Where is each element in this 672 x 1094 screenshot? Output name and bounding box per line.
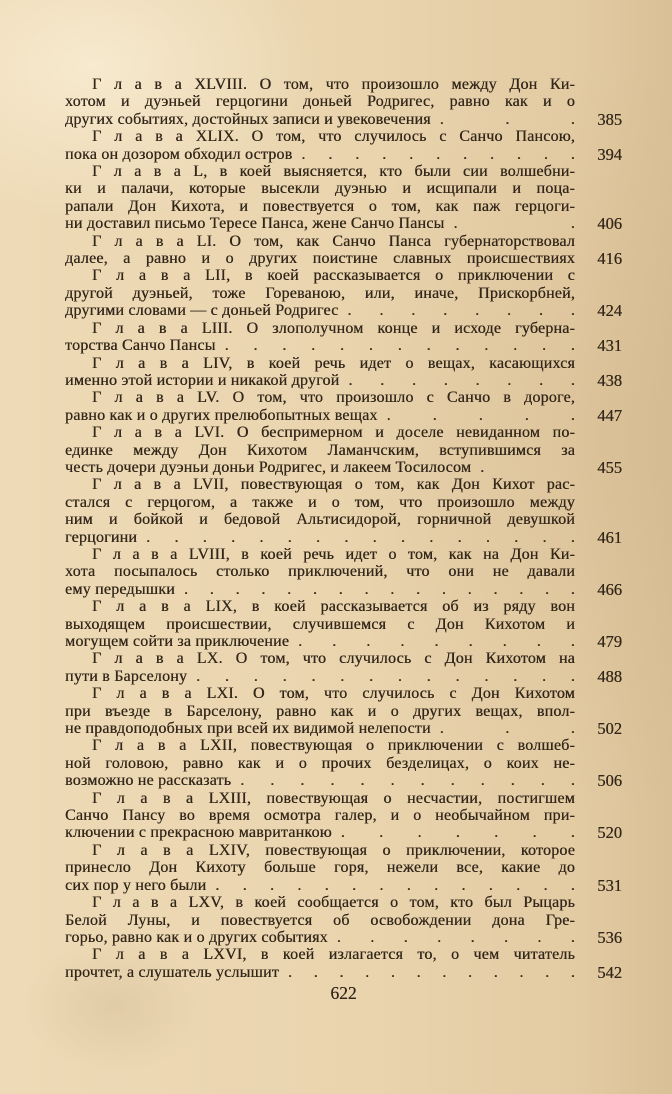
toc-line: хотом и дуэньей герцогини доньей Родригес, равно как и о xyxy=(65,93,575,111)
toc-line-text: герцогини xyxy=(65,528,138,546)
toc-line-text: другими словами — с доньей Родригес xyxy=(65,302,339,320)
toc-line xyxy=(65,964,575,981)
toc-line: Г л а в а LVIII, в коей речь идет о том, как на Дон Ки- xyxy=(92,545,575,563)
toc-entry-LXII xyxy=(65,737,622,789)
toc-page-number: 461 xyxy=(597,527,622,547)
toc-line-text: прочтет, а слушатель услышит xyxy=(65,963,279,981)
toc-entry-LX xyxy=(65,650,622,685)
toc-line: Г л а в а XLIX. О том, что случилось с Санчо Пансою, xyxy=(92,128,575,146)
toc-line: Г л а в а LXVI, в коей излагается то, о чем читатель xyxy=(92,946,575,964)
toc-page-number: 385 xyxy=(597,109,622,129)
toc-line: другой дуэньей, тоже Гореваною, или, иначе, Прискорбней, xyxy=(65,284,575,302)
toc-entry-XLVIII xyxy=(65,76,622,128)
toc-leader-dots: . . . . . . . . . . . . . . . . xyxy=(183,580,575,598)
toc-leader-dots: . . . . . . . . xyxy=(336,928,575,946)
toc-line: Г л а в а LV. О том, что произошло с Санчо в дороге, xyxy=(92,389,575,407)
toc xyxy=(65,76,622,981)
toc-line: Г л а в а LX. О том, что случилось с Дон Кихотом на xyxy=(92,650,575,668)
toc-entry-LIX xyxy=(65,598,622,650)
toc-page-number: 438 xyxy=(597,370,622,390)
toc-line-text: горьо, равно как и о других событиях xyxy=(65,928,328,946)
toc-page-number: 531 xyxy=(597,875,622,895)
toc-line: Г л а в а LIX, в коей рассказывается об из ряду вон xyxy=(92,598,575,616)
toc-line: стался с герцогом, а также и о том, что произошло между xyxy=(65,493,575,511)
toc-leader-dots: . . . xyxy=(439,110,575,128)
toc-entry-LI xyxy=(65,233,622,268)
toc-leader-dots: . . . . . . . . . xyxy=(298,633,575,650)
toc-line: Г л а в а L, в коей выясняется, кто были сии волшебни- xyxy=(92,163,575,181)
toc-line-text: равно как и о других прелюбопытных вещах xyxy=(65,406,378,424)
toc-entry-LXIV xyxy=(65,842,622,894)
toc-leader-dots: . . . . . . . . . . . . . . xyxy=(196,667,575,685)
toc-line xyxy=(65,459,575,476)
toc-line xyxy=(65,824,575,841)
toc-line: Г л а в а LXIII, повествующая о несчастии, постигшем xyxy=(92,789,575,807)
toc-line: ки и палачи, которые высекли дуэнью и исщипали и поца- xyxy=(65,180,575,198)
toc-line-text: сих пор у него были xyxy=(65,876,207,894)
toc-line-text: ключении с прекрасною мавританкою xyxy=(65,824,332,842)
toc-line: Г л а в а LI. О том, как Санчо Панса губернаторствовал xyxy=(92,232,575,250)
toc-line-text: возможно не рассказать xyxy=(65,772,232,790)
toc-leader-dots: . . . . . . . . . . . . . . . . xyxy=(146,528,575,546)
toc-page-number: 447 xyxy=(597,405,622,425)
toc-line xyxy=(65,529,575,546)
toc-page-number: 466 xyxy=(597,579,622,599)
toc-leader-dots: . . . . . . . . . . . . xyxy=(240,772,575,790)
toc-line xyxy=(65,372,575,389)
toc-entry-LXI xyxy=(65,685,622,737)
toc-line-text: других событиях, достойных записи и увековечения xyxy=(65,110,431,128)
toc-page-number: 506 xyxy=(597,771,622,791)
toc-line-text: пока он дозором обходил остров xyxy=(65,145,293,163)
toc-page-number: 406 xyxy=(597,214,622,234)
toc-line: ним и бойкой и бедовой Альтисидорой, горничной девушкой xyxy=(65,511,575,529)
toc-line-text: пути в Барселону xyxy=(65,667,188,685)
toc-leader-dots: . . . . . . . xyxy=(340,824,575,842)
toc-line: Г л а в а LVII, повествующая о том, как Дон Кихот рас- xyxy=(92,476,575,494)
toc-line-text: ни доставил письмо Тересе Панса, жене Санчо Пансы xyxy=(65,215,445,233)
toc-leader-dots: . . . xyxy=(439,720,575,738)
toc-entry-XLIX xyxy=(65,128,622,163)
toc-page-number: 424 xyxy=(597,301,622,321)
toc-leader-dots: . . . . . . . . . . . xyxy=(301,145,575,163)
toc-entry-L xyxy=(65,163,622,233)
toc-line xyxy=(65,302,575,319)
toc-leader-dots: . xyxy=(480,458,485,476)
toc-line: выходящем происшествии, случившемся с Дон Кихотом и xyxy=(65,615,575,633)
toc-line xyxy=(65,337,575,354)
toc-leader-dots: . . . . . . . . . . . . xyxy=(287,963,575,981)
toc-line: Г л а в а XLVIII. О том, что произошло между Дон Ки- xyxy=(92,76,575,93)
toc-entry-LIII xyxy=(65,320,622,355)
toc-leader-dots: . . xyxy=(453,215,575,233)
toc-line: Г л а в а LIV, в коей речь идет о вещах, касающихся xyxy=(92,354,575,372)
toc-line: Г л а в а LII, в коей рассказывается о приключении с xyxy=(92,267,575,285)
toc-line-text: могущем сойти за приключение xyxy=(65,633,290,650)
toc-line-text: далее, а равно и о других поистине славных происшествиях xyxy=(65,250,575,268)
toc-entry-LXVI xyxy=(65,946,622,981)
toc-line xyxy=(65,772,575,789)
toc-page-number: 502 xyxy=(597,719,622,739)
toc-line-text: не правдоподобных при всей их видимой нелепости xyxy=(65,720,431,738)
toc-line xyxy=(65,407,575,424)
toc-line: при въезде в Барселону, равно как и о других вещах, впол- xyxy=(65,702,575,720)
toc-line xyxy=(65,215,575,232)
toc-leader-dots: . . . . . . . . xyxy=(347,302,575,320)
toc-page-number: 542 xyxy=(597,962,622,982)
toc-page-number: 455 xyxy=(597,457,622,477)
toc-line xyxy=(65,633,575,650)
toc-line: хота посыпалось столько приключений, что они не давали xyxy=(65,563,575,581)
toc-page-number: 479 xyxy=(597,632,622,651)
toc-line-text: честь дочери дуэньи доньи Родригес, и лакеем Тосилосом xyxy=(65,458,472,476)
toc-line-text: ему передышки xyxy=(65,580,175,598)
toc-entry-LXIII xyxy=(65,790,622,842)
toc-line: единке между Дон Кихотом Ламанчским, вступившимся за xyxy=(65,441,575,459)
toc-line: рапали Дон Кихота, и повествуется о том, как паж герцоги- xyxy=(65,197,575,215)
toc-page-number: 536 xyxy=(597,927,622,947)
toc-entry-LVII xyxy=(65,476,622,546)
toc-line xyxy=(65,111,575,128)
toc-leader-dots: . . . . . . . . . . . . . . xyxy=(215,876,575,894)
toc-line xyxy=(65,877,575,894)
toc-page-number: 520 xyxy=(597,823,622,843)
toc-line: Г л а в а LIII. О злополучном конце и исходе губерна- xyxy=(92,319,575,337)
toc-leader-dots: . . . . . xyxy=(386,406,575,424)
toc-line-text: именно этой истории и никакой другой xyxy=(65,371,340,389)
toc-line: Белой Луны, и повествуется об освобождении дона Гре- xyxy=(65,911,575,929)
toc-line: принесло Дон Кихоту больше горя, нежели все, какие до xyxy=(65,859,575,877)
toc-entry-LII xyxy=(65,267,622,319)
toc-line: Г л а в а LXV, в коей сообщается о том, кто был Рыцарь xyxy=(92,894,575,912)
toc-line xyxy=(65,668,575,685)
toc-line: Г л а в а LXII, повествующая о приключении с волшеб- xyxy=(92,737,575,755)
toc-page-number: 431 xyxy=(597,336,622,356)
toc-line xyxy=(65,250,575,267)
toc-line xyxy=(65,720,575,737)
toc-page-number: 394 xyxy=(597,144,622,164)
toc-line: Санчо Пансу во время осмотра галер, и о необычайном при- xyxy=(65,807,575,825)
toc-line-text: торства Санчо Пансы xyxy=(65,337,216,355)
toc-leader-dots: . . . . . . . . xyxy=(348,371,575,389)
toc-page-number: 488 xyxy=(597,666,622,686)
toc-entry-LVIII xyxy=(65,546,622,598)
toc-line: Г л а в а LXIV, повествующая о приключении, которое xyxy=(92,841,575,859)
toc-entry-LVI xyxy=(65,424,622,476)
toc-entry-LXV xyxy=(65,894,622,946)
toc-line: Г л а в а LVI. О беспримерном и доселе невиданном по- xyxy=(92,424,575,442)
page-folio-number: 622 xyxy=(330,983,357,1003)
toc-leader-dots: . . . . . . . . . . . . . xyxy=(224,337,575,355)
toc-line xyxy=(65,581,575,598)
toc-entry-LV xyxy=(65,389,622,424)
toc-line xyxy=(65,146,575,163)
toc-line xyxy=(65,929,575,946)
toc-page-number: 416 xyxy=(597,249,622,269)
toc-line: ной головою, равно как и о прочих безделицах, о коих не- xyxy=(65,754,575,772)
toc-entry-LIV xyxy=(65,355,622,390)
toc-line: Г л а в а LXI. О том, что случилось с Дон Кихотом xyxy=(92,685,575,703)
